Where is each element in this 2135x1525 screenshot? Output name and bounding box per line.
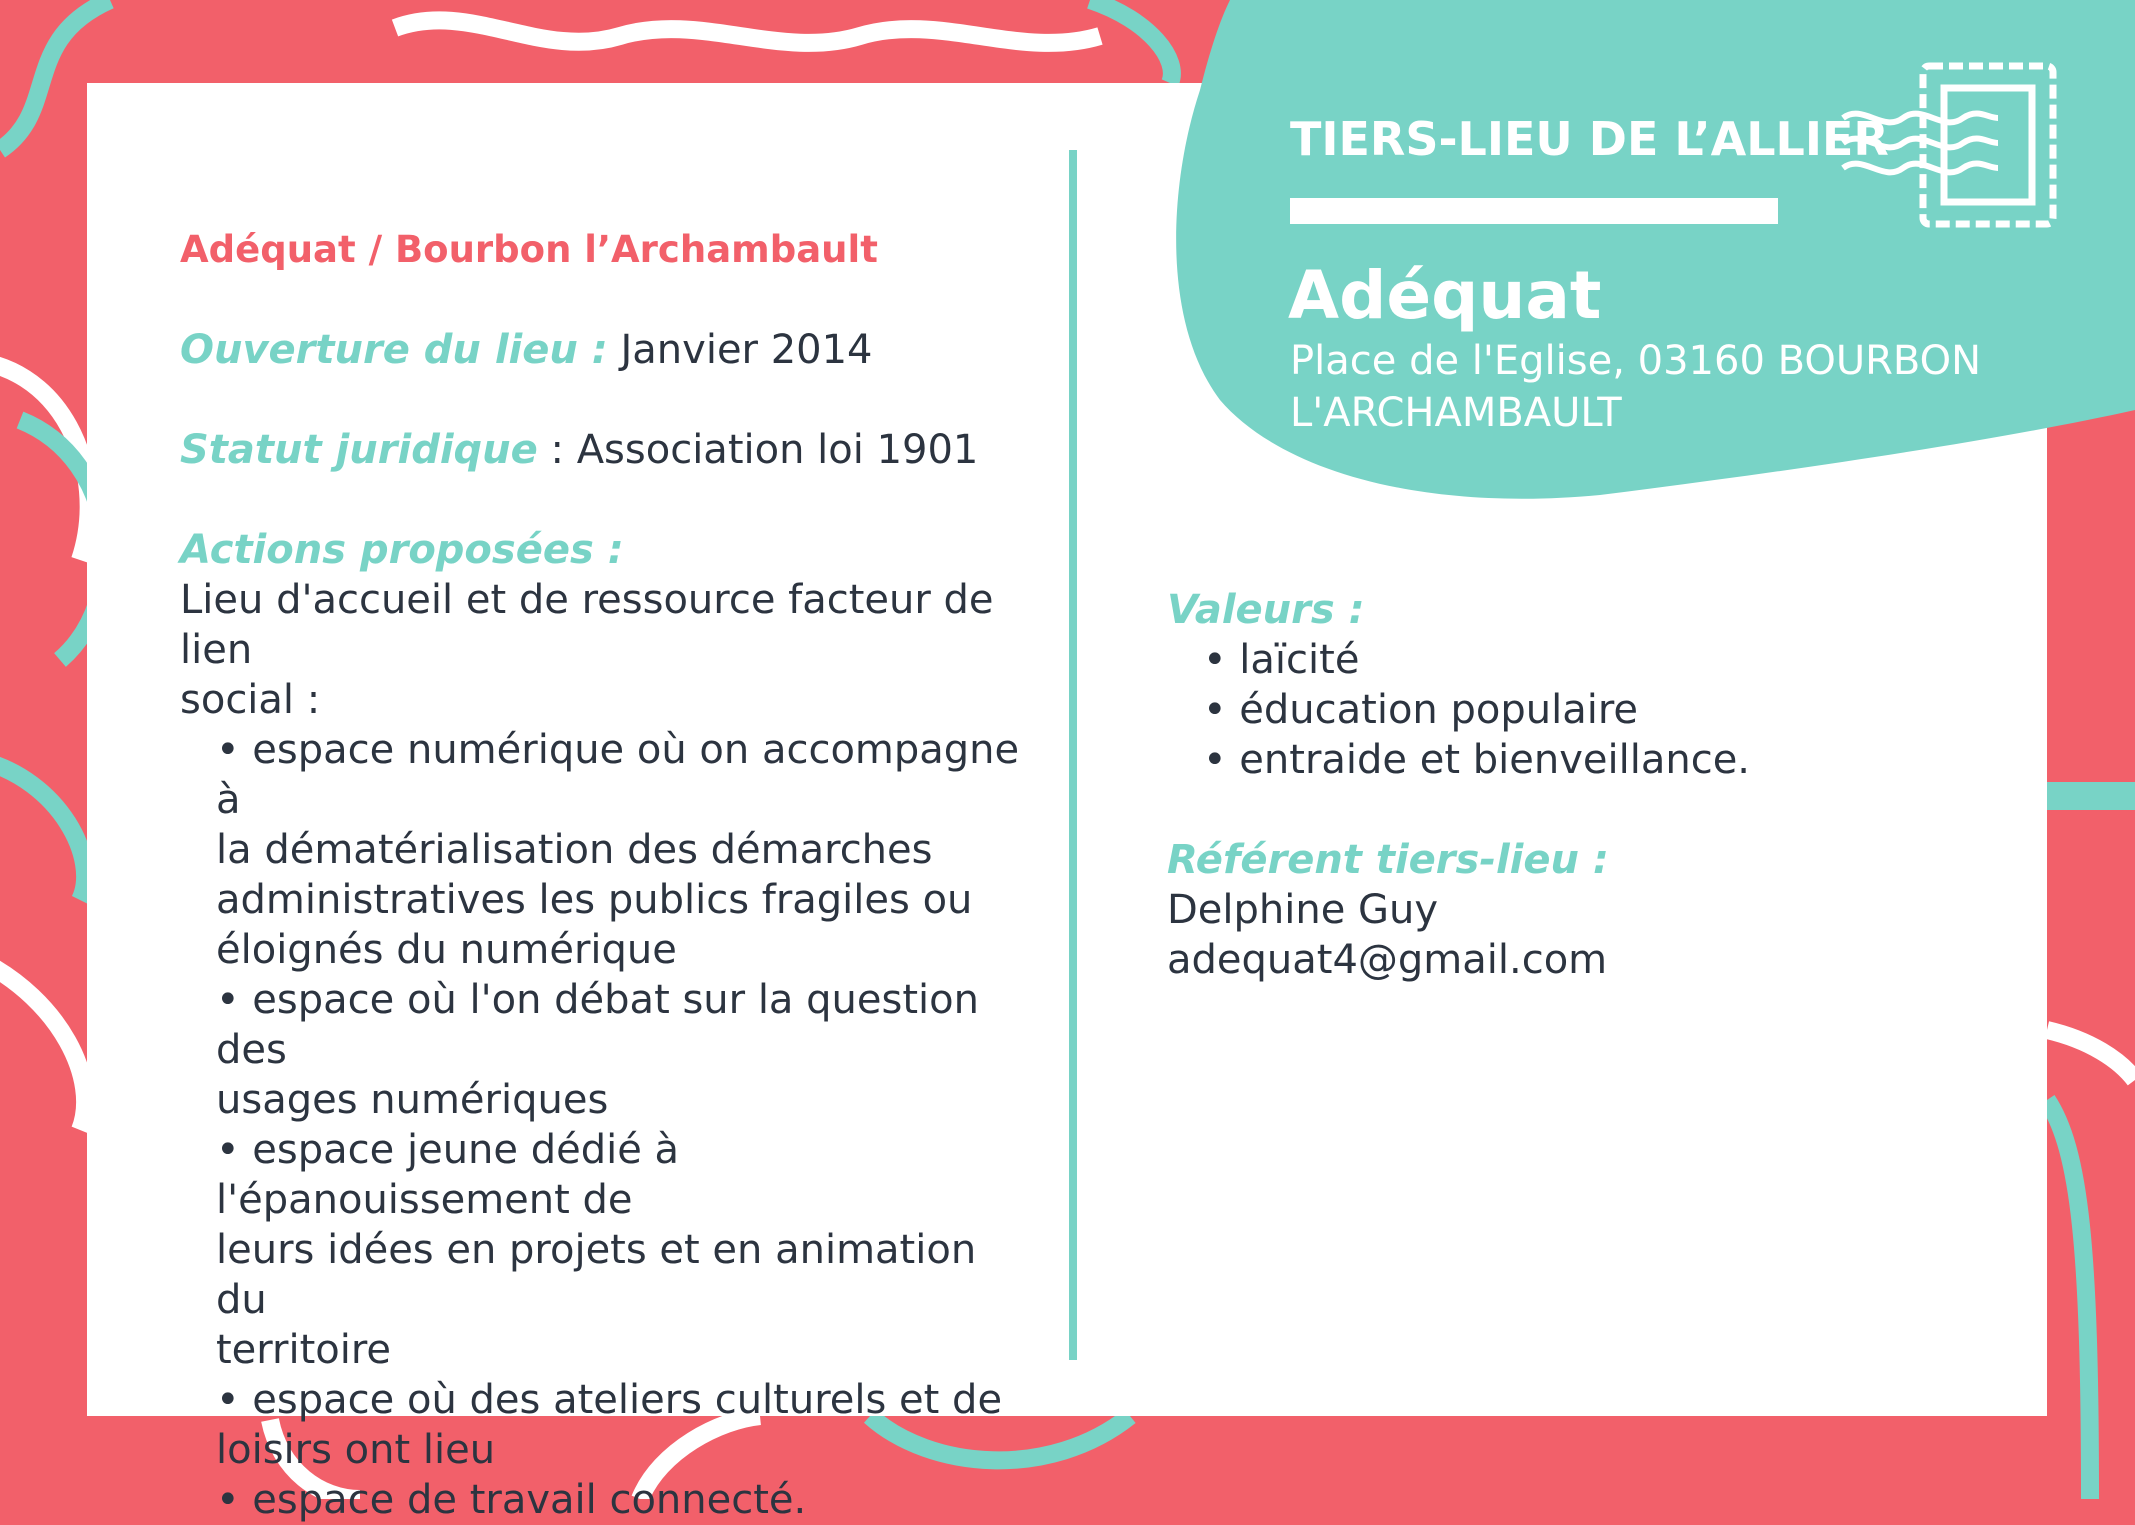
header-underline-bar	[1290, 198, 1778, 224]
list-item-line: leurs idées en projets et en animation du	[216, 1227, 977, 1323]
opening-row	[180, 325, 1020, 375]
column-divider	[1069, 150, 1077, 1360]
actions-list	[180, 725, 1020, 1525]
list-item: • éducation populaire	[1203, 687, 1639, 733]
actions-label: Actions proposées :	[180, 527, 624, 573]
status-label: Statut juridique	[180, 427, 538, 473]
list-item-line: loisirs ont lieu	[216, 1427, 496, 1473]
status-value: : Association loi 1901	[537, 427, 979, 473]
list-item-line: • espace jeune dédié à l'épanouissement de	[216, 1127, 680, 1223]
referent-name: Delphine Guy	[1167, 887, 1439, 933]
list-item-line: territoire	[216, 1327, 392, 1373]
list-item	[216, 1475, 1020, 1525]
right-column	[1167, 585, 1987, 985]
opening-value: Janvier 2014	[607, 327, 873, 373]
list-item-line: • espace numérique où on accompagne à	[216, 727, 1020, 823]
actions-intro-line: social :	[180, 677, 321, 723]
referent-email: adequat4@gmail.com	[1167, 937, 1608, 983]
left-column	[180, 225, 1020, 1525]
header-category-title: TIERS-LIEU DE L’ALLIER	[1290, 112, 1889, 166]
list-item-line: éloignés du numérique	[216, 927, 677, 973]
referent-label: Référent tiers-lieu :	[1167, 837, 1609, 883]
list-item	[216, 1375, 1020, 1475]
actions-intro-line: Lieu d'accueil et de ressource facteur de lien	[180, 577, 994, 673]
list-item-line: • espace où l'on débat sur la question des	[216, 977, 979, 1073]
list-item: • entraide et bienveillance.	[1203, 737, 1751, 783]
place-title: Adéquat / Bourbon l’Archambault	[180, 228, 878, 271]
values-label: Valeurs :	[1167, 587, 1365, 633]
status-row	[180, 425, 1020, 475]
opening-label: Ouverture du lieu :	[180, 327, 608, 373]
header-place-name: Adéquat	[1288, 257, 1602, 334]
list-item: • laïcité	[1203, 637, 1360, 683]
list-item	[216, 725, 1020, 975]
list-item-line: administratives les publics fragiles ou	[216, 877, 973, 923]
list-item-line: la dématérialisation des démarches	[216, 827, 933, 873]
list-item-line: • espace de travail connecté.	[216, 1477, 807, 1523]
postage-stamp-icon	[1838, 58, 2068, 238]
header-address: Place de l'Eglise, 03160 BOURBON L'ARCHAMBAULT	[1290, 338, 1982, 436]
values-list	[1167, 635, 1987, 785]
list-item-line: usages numériques	[216, 1077, 609, 1123]
list-item-line: • espace où des ateliers culturels et de	[216, 1377, 1003, 1423]
list-item	[216, 1125, 1020, 1375]
list-item	[216, 975, 1020, 1125]
